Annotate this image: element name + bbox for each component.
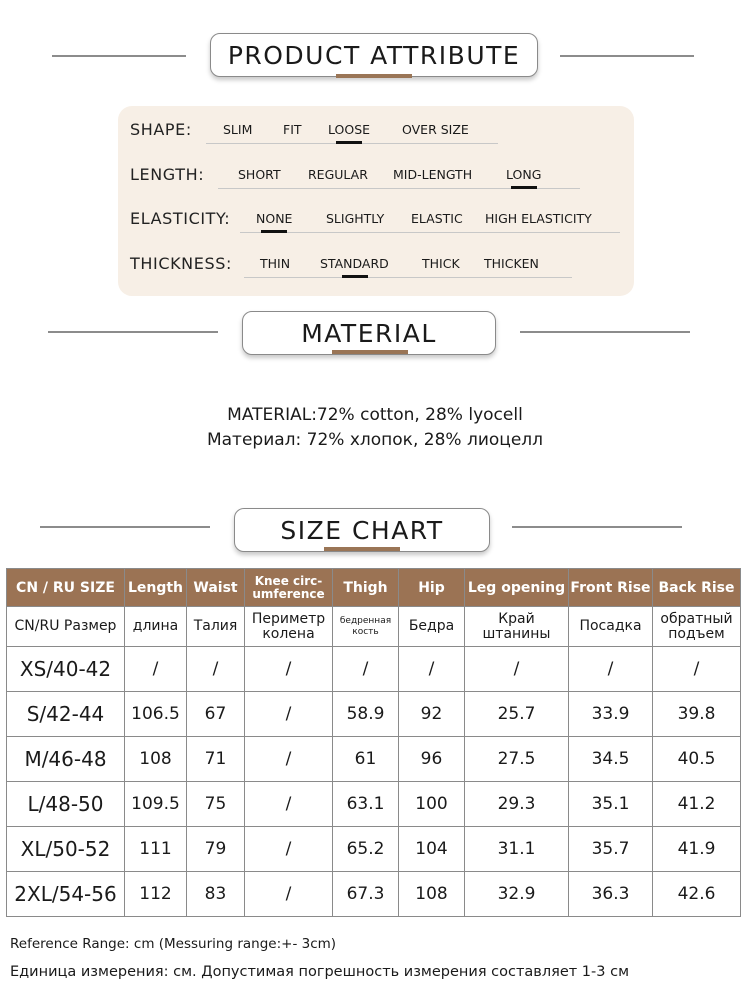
divider-line-right xyxy=(520,331,690,333)
table-header-row-russian xyxy=(7,607,741,647)
measurement-cell: 31.1 xyxy=(465,827,569,872)
size-cell: XL/50-52 xyxy=(7,827,125,872)
measurement-cell: / xyxy=(245,827,333,872)
attribute-option: LOOSE xyxy=(328,122,371,137)
selected-marker xyxy=(511,186,537,189)
measurement-cell: / xyxy=(245,872,333,917)
measurement-cell: 108 xyxy=(399,872,465,917)
measurement-cell: 106.5 xyxy=(125,692,187,737)
measurement-cell: / xyxy=(399,647,465,692)
measurement-cell: / xyxy=(245,782,333,827)
size-chart-header xyxy=(0,504,750,564)
size-cell: M/46-48 xyxy=(7,737,125,782)
measurement-cell: 63.1 xyxy=(333,782,399,827)
attribute-label: THICKNESS: xyxy=(130,254,232,273)
column-header-russian: CN/RU Размер xyxy=(7,607,125,647)
column-header-russian: Периметр колена xyxy=(245,607,333,647)
measurement-cell: 39.8 xyxy=(653,692,741,737)
column-header: Waist xyxy=(187,569,245,607)
table-row xyxy=(7,737,741,782)
column-header-russian: длина xyxy=(125,607,187,647)
measurement-cell: 42.6 xyxy=(653,872,741,917)
attribute-option: THICKEN xyxy=(484,256,539,271)
measurement-cell: 32.9 xyxy=(465,872,569,917)
size-cell: L/48-50 xyxy=(7,782,125,827)
measurement-cell: / xyxy=(569,647,653,692)
attribute-label: SHAPE: xyxy=(130,120,192,139)
attribute-baseline xyxy=(244,277,572,278)
measurement-cell: 71 xyxy=(187,737,245,782)
measurement-cell: 33.9 xyxy=(569,692,653,737)
measurement-cell: 112 xyxy=(125,872,187,917)
attribute-option: FIT xyxy=(283,122,302,137)
column-header: CN / RU SIZE xyxy=(7,569,125,607)
measurement-cell: / xyxy=(333,647,399,692)
measurement-cell: 35.1 xyxy=(569,782,653,827)
measurement-cell: 111 xyxy=(125,827,187,872)
measurement-cell: 67 xyxy=(187,692,245,737)
column-header: Hip xyxy=(399,569,465,607)
divider-line-left xyxy=(52,55,186,57)
attribute-option: ELASTIC xyxy=(411,211,463,226)
attribute-row-thickness xyxy=(118,250,634,280)
measurement-cell: / xyxy=(245,647,333,692)
selected-marker xyxy=(342,275,368,278)
measurement-cell: / xyxy=(187,647,245,692)
attribute-row-elasticity xyxy=(118,205,634,235)
measurement-cell: 36.3 xyxy=(569,872,653,917)
product-attribute-header xyxy=(0,26,750,86)
measurement-cell: 29.3 xyxy=(465,782,569,827)
attribute-option: SHORT xyxy=(238,167,281,182)
measurement-cell: 40.5 xyxy=(653,737,741,782)
column-header-russian: бедренная кость xyxy=(333,607,399,647)
section-title-product-attribute: PRODUCT ATTRIBUTE xyxy=(210,33,538,77)
table-row xyxy=(7,872,741,917)
material-russian: Материал: 72% хлопок, 28% лиоцелл xyxy=(206,430,544,450)
column-header: Knee circ-umference xyxy=(245,569,333,607)
column-header-russian: Талия xyxy=(187,607,245,647)
attribute-label: LENGTH: xyxy=(130,165,205,184)
column-header: Thigh xyxy=(333,569,399,607)
selected-marker xyxy=(336,141,362,144)
table-row xyxy=(7,827,741,872)
column-header: Leg opening xyxy=(465,569,569,607)
table-row xyxy=(7,692,741,737)
attribute-baseline xyxy=(240,232,620,233)
measurement-cell: / xyxy=(653,647,741,692)
column-header-russian: Бедра xyxy=(399,607,465,647)
measurement-cell: 65.2 xyxy=(333,827,399,872)
attribute-option: MID-LENGTH xyxy=(393,167,473,182)
selected-marker xyxy=(261,230,287,233)
measurement-cell: / xyxy=(465,647,569,692)
column-header: Back Rise xyxy=(653,569,741,607)
section-underline-bar xyxy=(336,74,412,78)
attribute-row-length xyxy=(118,161,634,191)
measurement-cell: / xyxy=(245,737,333,782)
measurement-cell: 34.5 xyxy=(569,737,653,782)
section-title-material: MATERIAL xyxy=(242,311,496,355)
product-attribute-panel xyxy=(118,106,634,296)
divider-line-right xyxy=(512,526,682,528)
attribute-option: OVER SIZE xyxy=(402,122,469,137)
size-chart-table xyxy=(6,568,741,917)
attribute-option: REGULAR xyxy=(308,167,368,182)
measurement-cell: 104 xyxy=(399,827,465,872)
attribute-option: SLIGHTLY xyxy=(326,211,385,226)
attribute-row-shape xyxy=(118,116,634,146)
measurement-cell: / xyxy=(245,692,333,737)
reference-note-english: Reference Range: cm (Messuring range:+- 3cm) xyxy=(10,936,337,952)
section-title-size-chart: SIZE CHART xyxy=(234,508,490,552)
attribute-option: HIGH ELASTICITY xyxy=(485,211,592,226)
measurement-cell: 35.7 xyxy=(569,827,653,872)
attribute-option: SLIM xyxy=(223,122,253,137)
size-cell: XS/40-42 xyxy=(7,647,125,692)
section-underline-bar xyxy=(324,547,400,551)
measurement-cell: 41.9 xyxy=(653,827,741,872)
table-row xyxy=(7,782,741,827)
material-english: MATERIAL:72% cotton, 28% lyocell xyxy=(227,405,523,425)
table-header-row xyxy=(7,569,741,607)
measurement-cell: 75 xyxy=(187,782,245,827)
section-underline-bar xyxy=(332,350,408,354)
measurement-cell: 67.3 xyxy=(333,872,399,917)
size-cell: 2XL/54-56 xyxy=(7,872,125,917)
measurement-cell: 109.5 xyxy=(125,782,187,827)
attribute-option: THIN xyxy=(260,256,291,271)
attribute-option: LONG xyxy=(506,167,542,182)
measurement-cell: 27.5 xyxy=(465,737,569,782)
attribute-option: STANDARD xyxy=(320,256,389,271)
attribute-label: ELASTICITY: xyxy=(130,209,231,228)
table-row xyxy=(7,647,741,692)
column-header-russian: обратный подъем xyxy=(653,607,741,647)
measurement-cell: 58.9 xyxy=(333,692,399,737)
divider-line-left xyxy=(48,331,218,333)
column-header-russian: Край штанины xyxy=(465,607,569,647)
attribute-option: THICK xyxy=(422,256,460,271)
reference-note-russian: Единица измерения: см. Допустимая погрешность измерения составляет 1-3 см xyxy=(10,964,630,980)
measurement-cell: 25.7 xyxy=(465,692,569,737)
measurement-cell: 79 xyxy=(187,827,245,872)
material-header xyxy=(0,305,750,365)
measurement-cell: 96 xyxy=(399,737,465,782)
divider-line-left xyxy=(40,526,210,528)
size-cell: S/42-44 xyxy=(7,692,125,737)
measurement-cell: 61 xyxy=(333,737,399,782)
measurement-cell: 83 xyxy=(187,872,245,917)
attribute-option: NONE xyxy=(256,211,293,226)
measurement-cell: 100 xyxy=(399,782,465,827)
column-header: Length xyxy=(125,569,187,607)
column-header-russian: Посадка xyxy=(569,607,653,647)
measurement-cell: 108 xyxy=(125,737,187,782)
measurement-cell: / xyxy=(125,647,187,692)
divider-line-right xyxy=(560,55,694,57)
measurement-cell: 92 xyxy=(399,692,465,737)
column-header: Front Rise xyxy=(569,569,653,607)
measurement-cell: 41.2 xyxy=(653,782,741,827)
